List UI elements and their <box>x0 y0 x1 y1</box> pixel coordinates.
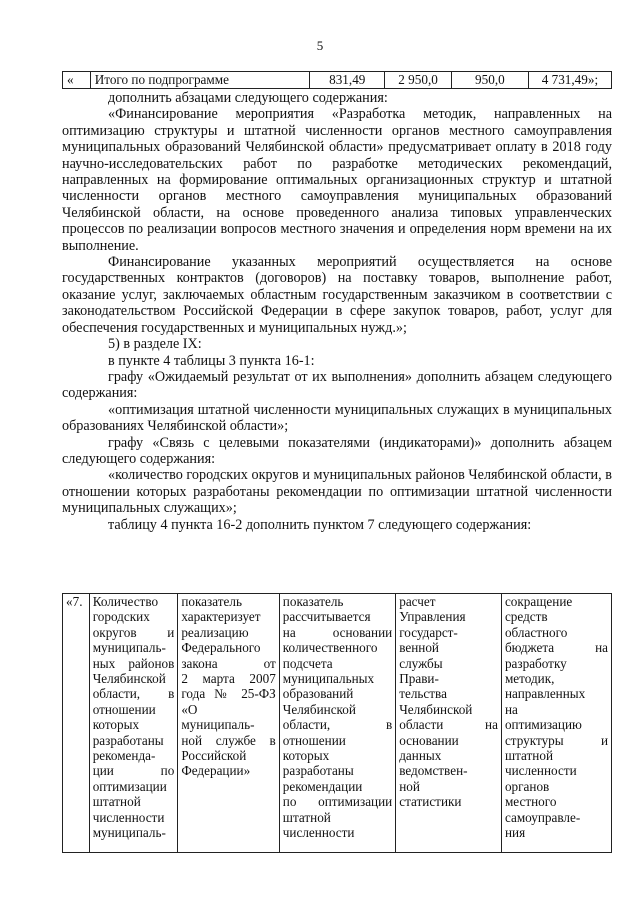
cell-line: на основании <box>282 624 393 640</box>
data-source-cell <box>396 594 502 853</box>
cell-line: оптимизацию <box>504 717 582 733</box>
cell-line: основании <box>399 732 459 748</box>
cell-line: по оптимизации <box>282 794 393 810</box>
cell-line: самоуправле- <box>504 809 581 825</box>
cell-line: Челябинской <box>399 701 473 717</box>
cell-line: разработаны <box>92 732 164 748</box>
linkage-cell <box>501 594 611 853</box>
cell-line: данных <box>399 748 442 764</box>
cell-line: муниципаль- <box>181 717 255 733</box>
total-value-1: 831,49 <box>310 72 385 89</box>
total-value-3: 950,0 <box>451 72 528 89</box>
calculation-method-cell <box>279 594 395 853</box>
cell-line: статистики <box>399 794 462 810</box>
indicator-characteristic-cell <box>178 594 279 853</box>
cell-line: показатель <box>282 594 344 609</box>
cell-line: на <box>504 701 518 717</box>
cell-line: средств <box>504 609 548 625</box>
cell-line: которых <box>92 717 140 733</box>
cell-line: муниципальных <box>282 671 375 687</box>
cell-line: рекомендации <box>282 778 363 794</box>
cell-line: разработку <box>504 655 567 671</box>
cell-line: отношении <box>92 701 156 717</box>
cell-line: ной <box>399 778 420 794</box>
paragraph: «оптимизация штатной численности муниципальных служащих в муниципальных образованиях Челябинской области»; <box>62 401 612 435</box>
cell-line: образований <box>282 686 354 702</box>
cell-line: округов и <box>92 624 175 640</box>
cell-line: Количество <box>92 594 159 609</box>
cell-line: Прави- <box>399 671 439 687</box>
cell-line: года № 25-ФЗ <box>181 686 276 702</box>
paragraph: таблицу 4 пункта 16-2 дополнить пунктом 7 следующего содержания: <box>108 516 532 533</box>
cell-line: направленных <box>504 686 586 702</box>
table-row <box>63 594 612 853</box>
cell-line: области, в <box>282 717 393 733</box>
cell-line: методик, <box>504 671 555 687</box>
cell-line: ции по <box>92 763 175 779</box>
cell-line: количественного <box>282 640 378 656</box>
cell-line: ной службе в <box>181 732 276 748</box>
cell-line: отношении <box>282 732 346 748</box>
paragraph: дополнить абзацами следующего содержания: <box>108 90 388 106</box>
paragraph: «количество городских округов и муниципальных районов Челябинской области, в отношении которых разработаны рекомендации по оптимизации штатной численности муниципальных служащих»; <box>62 467 612 517</box>
subprogram-total-table <box>62 71 612 89</box>
cell-line: расчет <box>399 594 436 609</box>
page-number: 5 <box>316 38 324 53</box>
paragraph: в пункте 4 таблицы 3 пункта 16-1: <box>108 352 315 369</box>
cell-line: подсчета <box>282 655 333 671</box>
cell-line: Челябинской <box>92 671 166 687</box>
total-value-4: 4 731,49»; <box>528 72 611 89</box>
cell-line: местного <box>504 794 557 810</box>
cell-line: характеризует <box>181 609 261 625</box>
cell-line: органов <box>504 778 550 794</box>
cell-line: штатной <box>504 748 554 764</box>
cell-line: бюджета на <box>504 640 608 656</box>
cell-line: городских <box>92 609 150 625</box>
paragraph: графу «Связь с целевыми показателями (индикаторами)» дополнить абзацем следующего содержания: <box>62 434 612 467</box>
indicator-table <box>62 593 612 853</box>
opening-quote: « <box>63 72 91 89</box>
cell-line: ведомствен- <box>399 763 468 779</box>
cell-line: тельства <box>399 686 447 702</box>
cell-line: муниципаль- <box>92 825 166 841</box>
cell-line: рекоменда- <box>92 748 156 764</box>
cell-line: области, в <box>92 686 175 702</box>
cell-line: показатель <box>181 594 242 609</box>
cell-line: структуры и <box>504 732 608 748</box>
paragraph: «Финансирование мероприятия «Разработка методик, направленных на оптимизацию структуры и штатной численности органов местного самоуправления муниципальных образований Челябинской области» предусматривает оплату в 2018 году научно-исследовательских работ по разработке методических рекомендаций, направленных на формирование оптимальных организационных структур и штатной численности органов местного самоуправления муниципальных образований Челябинской области, на основе проведенного анализа типовых управленческих процессов по реализации вопросов местного значения и определения норм времени на их выполнение. <box>62 106 612 254</box>
paragraph: графу «Ожидаемый результат от их выполнения» дополнить абзацем следующего содержания: <box>62 368 612 402</box>
cell-line: области на <box>399 717 498 733</box>
cell-line: которых <box>282 748 330 764</box>
cell-line: численности <box>504 763 577 779</box>
paragraph: 5) в разделе IX: <box>108 336 202 353</box>
table-row <box>63 72 612 89</box>
cell-line: 2 марта 2007 <box>181 671 276 687</box>
cell-line: численности <box>282 825 355 841</box>
cell-line: Управления <box>399 609 466 625</box>
cell-line: сокращение <box>504 594 573 609</box>
cell-line: ных районов <box>92 655 175 671</box>
cell-line: муниципаль- <box>92 640 166 656</box>
cell-line: численности <box>92 809 165 825</box>
total-label: Итого по подпрограмме <box>90 72 310 89</box>
cell-line: штатной <box>282 809 331 825</box>
document-body <box>62 90 612 533</box>
indicator-name-cell <box>89 594 178 853</box>
paragraph: Финансирование указанных мероприятий осуществляется на основе государственных контрактов (договоров) на поставку товаров, выполнение работ, оказание услуг, заключаемых областным государственным заказчиком в соответствии с законодательством Российской Федерации в сфере закупок товаров, работ, услуг для обеспечения государственных и муниципальных нужд.»; <box>62 254 612 336</box>
cell-line: Челябинской <box>282 701 356 717</box>
item-number: «7. <box>63 594 90 853</box>
cell-line: штатной <box>92 794 141 810</box>
cell-line: закона от <box>181 655 276 671</box>
cell-line: оптимизации <box>92 778 167 794</box>
cell-line: ния <box>504 825 526 841</box>
cell-line: службы <box>399 655 443 671</box>
cell-line: государст- <box>399 624 458 640</box>
cell-line: Российской <box>181 748 247 764</box>
total-value-2: 2 950,0 <box>385 72 452 89</box>
cell-line: «О <box>181 701 198 717</box>
cell-line: реализацию <box>181 624 249 640</box>
cell-line: рассчитывается <box>282 609 371 625</box>
cell-line: разработаны <box>282 763 354 779</box>
cell-line: Федерального <box>181 640 261 656</box>
cell-line: венной <box>399 640 439 656</box>
cell-line: Федерации» <box>181 763 251 779</box>
cell-line: областного <box>504 624 568 640</box>
